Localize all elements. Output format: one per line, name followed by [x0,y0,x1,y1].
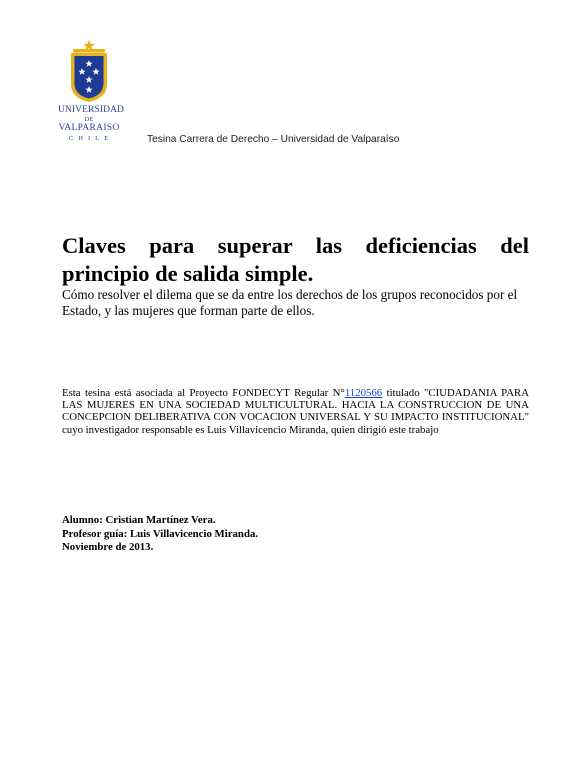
logo-line-de: DE [84,115,94,123]
credits-block [62,514,258,555]
logo-line-universidad: UNIVERSIDAD [58,105,125,115]
logo-wordmark [58,105,125,142]
project-note [62,387,529,436]
project-note-body: titulado "CIUDADANIA PARA LAS MUJERES EN UNA SOCIEDAD MULTICULTURAL. HACIA LA CONSTRUCCION DE UNA CONCEPCION DELIBERATIVA CON VOCACION UNIVERSAL Y SU IMPACTO INSTITUCIONAL" cuyo investigador responsable es Luis Villavicencio Miranda, quien dirigió este trabajo [62,387,529,436]
document-title: Claves para superar las deficiencias del principio de salida simple. [62,233,529,286]
project-number-link[interactable]: 1120566 [344,387,383,399]
logo-line-valparaiso: VALPARAISO [58,123,120,133]
document-subtitle: Cómo resolver el dilema que se da entre los derechos de los grupos reconocidos por el Estado, y las mujeres que forman parte de ellos. [62,287,518,318]
document-header: Tesina Carrera de Derecho – Universidad de Valparaíso [147,134,400,145]
submission-date: Noviembre de 2013. [62,541,154,553]
project-note-intro: Esta tesina está asociada al Proyecto FONDECYT Regular N° [62,387,345,399]
university-logo [58,40,125,142]
advisor-name: Profesor guía: Luis Villavicencio Miranda. [62,527,259,540]
university-crest-icon [67,40,111,102]
logo-line-chile: CHILE [68,134,114,142]
student-name: Alumno: Cristian Martínez Vera. [62,514,216,526]
